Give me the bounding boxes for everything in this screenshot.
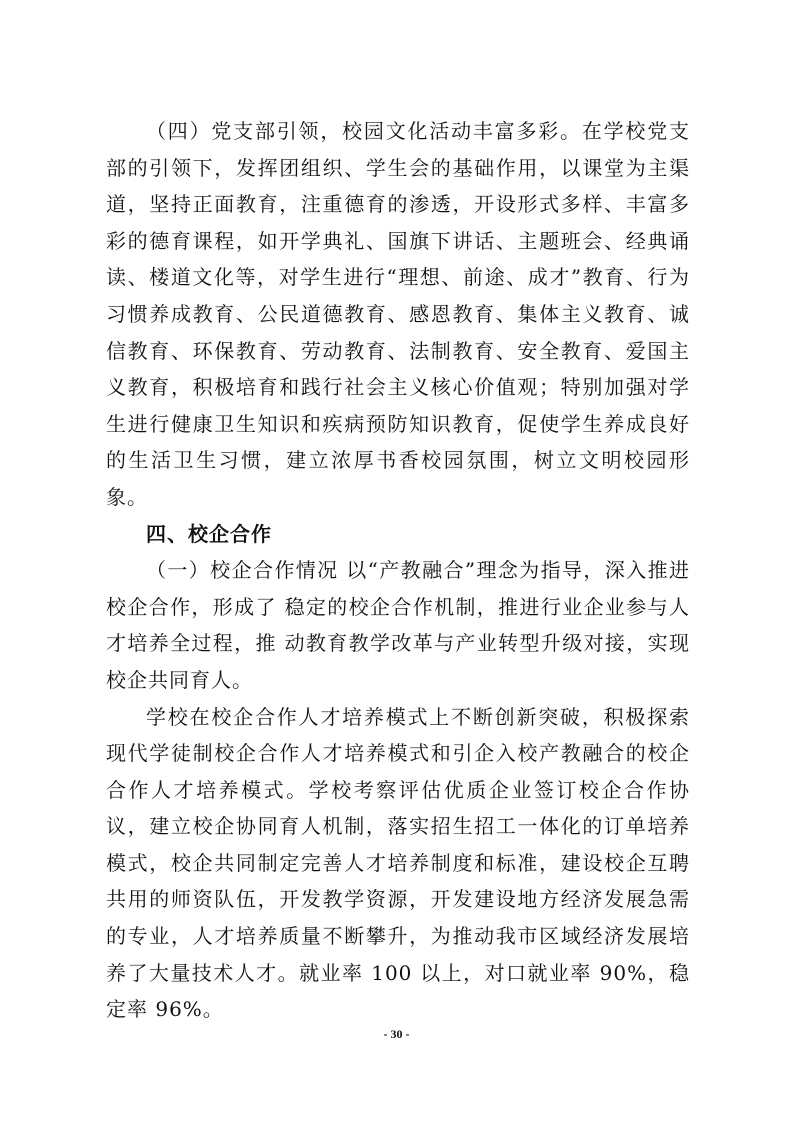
document-body bbox=[106, 113, 690, 1028]
section-heading-school-enterprise: 四、校企合作 bbox=[146, 521, 272, 546]
paragraph-cooperation-overview: （一）校企合作情况 以“产教融合”理念为指导，深入推进校企合作，形成了 稳定的校企合作机制，推进行业企业参与人才培养全过程，推 动教育教学改革与产业转型升级对接，实现校企共同育人。 bbox=[106, 558, 690, 692]
paragraph-training-model: 学校在校企合作人才培养模式上不断创新突破，积极探索现代学徒制校企合作人才培养模式和引企入校产教融合的校企合作人才培养模式。学校考察评估优质企业签订校企合作协议，建立校企协同育人机制，落实招生招工一体化的订单培养模式，校企共同制定完善人才培养制度和标准，建设校企互聘共用的师资队伍，开发教学资源，开发建设地方经济发展急需的专业，人才培养质量不断攀升，为推动我市区域经济发展培养了大量技术人才。就业率 100 以上，对口就业率 90%，稳定率 96%。 bbox=[106, 704, 690, 1022]
page-number: - 30 - bbox=[383, 1027, 410, 1041]
paragraph-party-branch-culture: （四）党支部引领，校园文化活动丰富多彩。在学校党支部的引领下，发挥团组织、学生会的基础作用，以课堂为主渠道，坚持正面教育，注重德育的渗透，开设形式多样、丰富多彩的德育课程，如开学典礼、国旗下讲话、主题班会、经典诵读、楼道文化等，对学生进行“理想、前途、成才”教育、行为习惯养成教育、公民道德教育、感恩教育、集体主义教育、诚信教育、环保教育、劳动教育、法制教育、安全教育、爱国主义教育，积极培育和践行社会主义核心价值观；特别加强对学生进行健康卫生知识和疾病预防知识教育，促使学生养成良好的生活卫生习惯，建立浓厚书香校园氛围，树立文明校园形象。 bbox=[106, 119, 690, 509]
